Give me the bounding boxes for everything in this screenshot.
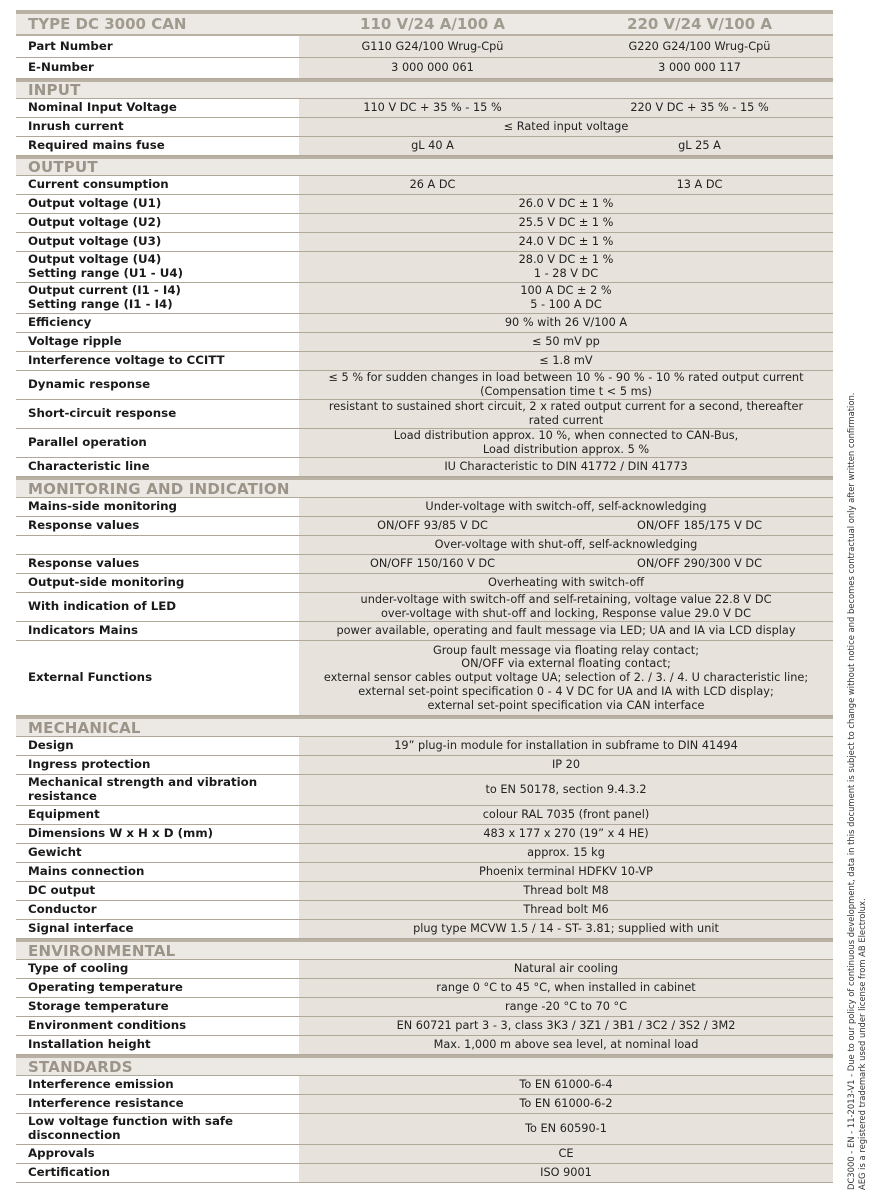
row-label: Signal interface: [28, 921, 134, 936]
row-label: Equipment: [28, 807, 100, 822]
approvals-row: [16, 1145, 833, 1164]
value-line: 100 A DC ± 2 %: [520, 284, 612, 298]
row-label: With indication of LED: [28, 599, 177, 614]
row-value: 26.0 V DC ± 1 %: [299, 195, 833, 213]
value-220v: G220 G24/100 Wrug-Cpü: [628, 39, 771, 53]
mechanical-strength-row: [16, 775, 833, 806]
row-value: [299, 593, 833, 621]
current-consumption-row: [16, 176, 833, 195]
value-110v: 3 000 000 061: [391, 61, 474, 75]
value-line: external set-point specification via CAN interface: [427, 698, 705, 712]
row-value: ≤ 50 mV pp: [299, 333, 833, 351]
row-label: Part Number: [28, 38, 113, 53]
external-functions-row: [16, 641, 833, 716]
label-line: disconnection: [28, 1128, 121, 1142]
low-voltage-function-row: [16, 1114, 833, 1145]
value-110v: 26 A DC: [409, 178, 456, 192]
led-indication-row: [16, 593, 833, 622]
section-standards: STANDARDS: [16, 1055, 833, 1076]
section-mechanical: MECHANICAL: [16, 716, 833, 737]
row-value: Over-voltage with shut-off, self-acknowledging: [299, 536, 833, 554]
output-current-row: [16, 283, 833, 314]
overvoltage-row: [16, 536, 833, 555]
response-values-row: [16, 517, 833, 536]
output-voltage-u2-row: [16, 214, 833, 233]
row-value: power available, operating and fault message via LED; UA and IA via LCD display: [299, 622, 833, 640]
row-value: 90 % with 26 V/100 A: [299, 314, 833, 332]
dc-output-row: [16, 882, 833, 901]
row-label: Gewicht: [28, 845, 82, 860]
label-line: Low voltage function with safe: [28, 1114, 234, 1129]
row-value: [299, 137, 833, 155]
value-110v: gL 40 A: [411, 139, 454, 153]
row-label: Storage temperature: [28, 999, 169, 1014]
row-label: Indicators Mains: [28, 623, 139, 638]
value-line: rated current: [528, 414, 604, 427]
value-110v: 110 V DC + 35 % - 15 %: [363, 101, 502, 115]
value-line: under-voltage with switch-off and self-retaining, voltage value 22.8 V DC: [360, 593, 772, 607]
row-value: Max. 1,000 m above sea level, at nominal load: [299, 1036, 833, 1054]
row-label: Parallel operation: [28, 435, 147, 450]
row-value: EN 60721 part 3 - 3, class 3K3 / 3Z1 / 3B1 / 3C2 / 3S2 / 3M2: [299, 1017, 833, 1035]
value-line: 5 - 100 A DC: [530, 298, 602, 311]
row-value: [299, 400, 833, 428]
value-110v: G110 G24/100 Wrug-Cpü: [361, 39, 504, 53]
value-line: (Compensation time t < 5 ms): [480, 385, 652, 398]
row-value: Thread bolt M8: [299, 882, 833, 900]
row-value: 19” plug-in module for installation in subframe to DIN 41494: [299, 737, 833, 755]
value-220v: 3 000 000 117: [658, 61, 741, 75]
environment-conditions-row: [16, 1017, 833, 1036]
value-line: resistant to sustained short circuit, 2 x rated output current for a second, thereafter: [328, 400, 804, 414]
row-value: [299, 517, 833, 535]
row-label: Dynamic response: [28, 377, 151, 392]
row-label: Output-side monitoring: [28, 575, 185, 590]
efficiency-row: [16, 314, 833, 333]
row-label: Output voltage (U2): [28, 215, 162, 230]
row-value: [299, 283, 833, 313]
row-value: to EN 50178, section 9.4.3.2: [299, 775, 833, 805]
label-line: Output current (I1 - I4): [28, 283, 181, 298]
row-value: To EN 60590-1: [299, 1114, 833, 1144]
section-monitoring: MONITORING AND INDICATION: [16, 477, 833, 498]
row-label: Mains-side monitoring: [28, 499, 177, 514]
row-value: To EN 61000-6-2: [299, 1095, 833, 1113]
row-label: Required mains fuse: [28, 138, 165, 153]
row-value: Natural air cooling: [299, 960, 833, 978]
row-value: ≤ Rated input voltage: [299, 118, 833, 136]
value-line: over-voltage with shut-off and locking, Response value 29.0 V DC: [380, 607, 752, 620]
variant-220v-heading: 220 V/24 V/100 A: [627, 15, 772, 33]
trademark-line: AEG is a registered trademark used under license from AB Electrolux.: [856, 898, 867, 1190]
dynamic-response-row: [16, 371, 833, 400]
voltage-ripple-row: [16, 333, 833, 352]
value-line: ≤ 5 % for sudden changes in load between 10 % - 90 % - 10 % rated output current: [328, 371, 804, 385]
parallel-operation-row: [16, 429, 833, 458]
row-value: [299, 36, 833, 57]
row-value: approx. 15 kg: [299, 844, 833, 862]
inrush-current-row: [16, 118, 833, 137]
row-label: Current consumption: [28, 177, 169, 192]
row-label: Type of cooling: [28, 961, 129, 976]
value-line: Load distribution approx. 10 %, when connected to CAN-Bus,: [393, 429, 739, 443]
certification-row: [16, 1164, 833, 1183]
section-output: OUTPUT: [16, 156, 833, 176]
interference-emission-row: [16, 1076, 833, 1095]
row-label: Conductor: [28, 902, 97, 917]
value-line: 28.0 V DC ± 1 %: [518, 253, 614, 267]
row-value: Thread bolt M6: [299, 901, 833, 919]
row-label: Dimensions W x H x D (mm): [28, 826, 214, 841]
row-label: E-Number: [28, 60, 94, 75]
installation-height-row: [16, 1036, 833, 1055]
output-voltage-u4-row: [16, 252, 833, 283]
characteristic-line-row: [16, 458, 833, 477]
mains-fuse-row: [16, 137, 833, 156]
disclaimer-line: DC3000 - EN - 11-2013-V1 - Due to our policy of continuous development, data in this document is subject to change without notice and becomes contractual only after written confirmation.: [846, 392, 856, 1190]
value-220v: 13 A DC: [676, 178, 723, 192]
value-line: 1 - 28 V DC: [533, 267, 599, 280]
product-type: TYPE DC 3000 CAN: [28, 15, 187, 33]
row-label: [16, 252, 299, 282]
row-label: Short-circuit response: [28, 406, 177, 421]
mains-connection-row: [16, 863, 833, 882]
row-label: Voltage ripple: [28, 334, 122, 349]
row-value: CE: [299, 1145, 833, 1163]
storage-temperature-row: [16, 998, 833, 1017]
row-label: DC output: [28, 883, 96, 898]
short-circuit-row: [16, 400, 833, 429]
row-label: [16, 775, 299, 805]
row-label: Efficiency: [28, 315, 92, 330]
value-220v: ON/OFF 290/300 V DC: [636, 557, 763, 571]
row-label: Characteristic line: [28, 459, 150, 474]
row-value: 25.5 V DC ± 1 %: [299, 214, 833, 232]
row-value: plug type MCVW 1.5 / 14 - ST- 3.81; supplied with unit: [299, 920, 833, 938]
row-value: Overheating with switch-off: [299, 574, 833, 592]
row-value: [299, 176, 833, 194]
part-number-row: [16, 36, 833, 58]
conductor-row: [16, 901, 833, 920]
row-label: Interference emission: [28, 1077, 174, 1092]
value-220v: ON/OFF 185/175 V DC: [636, 519, 763, 533]
output-voltage-u3-row: [16, 233, 833, 252]
signal-interface-row: [16, 920, 833, 939]
section-input: INPUT: [16, 79, 833, 99]
ingress-protection-row: [16, 756, 833, 775]
row-label: Nominal Input Voltage: [28, 100, 177, 115]
label-line: resistance: [28, 789, 97, 803]
value-line: Load distribution approx. 5 %: [482, 443, 650, 456]
row-value: [299, 58, 833, 78]
label-line: Output voltage (U4): [28, 252, 162, 267]
label-line: Mechanical strength and vibration: [28, 775, 258, 790]
row-value: [299, 429, 833, 457]
row-label: Ingress protection: [28, 757, 151, 772]
row-label: Response values: [28, 518, 140, 533]
dimensions-row: [16, 825, 833, 844]
value-line: external set-point specification 0 - 4 V DC for UA and IA with LCD display;: [358, 684, 774, 698]
value-line: ON/OFF via external floating contact;: [461, 657, 671, 671]
row-label: [16, 283, 299, 313]
label-line: Setting range (I1 - I4): [28, 297, 173, 311]
type-of-cooling-row: [16, 960, 833, 979]
row-value: colour RAL 7035 (front panel): [299, 806, 833, 824]
spec-sheet: [16, 10, 833, 1183]
weight-row: [16, 844, 833, 863]
output-side-monitoring-row: [16, 574, 833, 593]
row-value: range -20 °C to 70 °C: [299, 998, 833, 1016]
row-value: [299, 641, 833, 715]
variant-110v-heading: 110 V/24 A/100 A: [360, 15, 505, 33]
output-voltage-u1-row: [16, 195, 833, 214]
e-number-row: [16, 58, 833, 79]
row-label: [16, 1114, 299, 1144]
interference-resistance-row: [16, 1095, 833, 1114]
row-label: Interference voltage to CCITT: [28, 353, 225, 368]
row-label: Output voltage (U1): [28, 196, 162, 211]
value-220v: 220 V DC + 35 % - 15 %: [630, 101, 769, 115]
row-value: Phoenix terminal HDFKV 10-VP: [299, 863, 833, 881]
row-label: Installation height: [28, 1037, 151, 1052]
row-label: [16, 536, 299, 554]
value-110v: ON/OFF 93/85 V DC: [377, 519, 488, 533]
operating-temperature-row: [16, 979, 833, 998]
row-label: Design: [28, 738, 74, 753]
row-value: IU Characteristic to DIN 41772 / DIN 41773: [299, 458, 833, 476]
response-values-row: [16, 555, 833, 574]
row-label: Approvals: [28, 1146, 95, 1161]
legal-disclaimer: [846, 310, 867, 1190]
row-value: ≤ 1.8 mV: [299, 352, 833, 370]
row-value: [299, 252, 833, 282]
value-110v: ON/OFF 150/160 V DC: [369, 557, 496, 571]
row-label: Environment conditions: [28, 1018, 187, 1033]
row-label: Interference resistance: [28, 1096, 184, 1111]
label-line: Setting range (U1 - U4): [28, 266, 183, 280]
row-label: Mains connection: [28, 864, 145, 879]
row-value: Under-voltage with switch-off, self-acknowledging: [299, 498, 833, 516]
row-label: Response values: [28, 556, 140, 571]
interference-voltage-row: [16, 352, 833, 371]
row-value: 24.0 V DC ± 1 %: [299, 233, 833, 251]
row-value: 483 x 177 x 270 (19” x 4 HE): [299, 825, 833, 843]
row-value: range 0 °C to 45 °C, when installed in cabinet: [299, 979, 833, 997]
design-row: [16, 737, 833, 756]
row-value: To EN 61000-6-4: [299, 1076, 833, 1094]
section-environmental: ENVIRONMENTAL: [16, 939, 833, 960]
value-220v: gL 25 A: [678, 139, 721, 153]
row-label: Certification: [28, 1165, 111, 1180]
mains-side-monitoring-row: [16, 498, 833, 517]
row-value: ISO 9001: [299, 1164, 833, 1182]
nominal-input-voltage-row: [16, 99, 833, 118]
row-label: Output voltage (U3): [28, 234, 162, 249]
row-value: [299, 371, 833, 399]
row-label: Inrush current: [28, 119, 124, 134]
row-value: [299, 555, 833, 573]
indicators-mains-row: [16, 622, 833, 641]
title-row: [16, 14, 833, 36]
row-value: IP 20: [299, 756, 833, 774]
row-label: External Functions: [28, 670, 153, 685]
value-line: Group fault message via floating relay contact;: [432, 643, 700, 657]
value-line: external sensor cables output voltage UA; selection of 2. / 3. / 4. U characteristic line;: [323, 671, 809, 685]
row-value: [299, 99, 833, 117]
row-label: Operating temperature: [28, 980, 183, 995]
equipment-row: [16, 806, 833, 825]
